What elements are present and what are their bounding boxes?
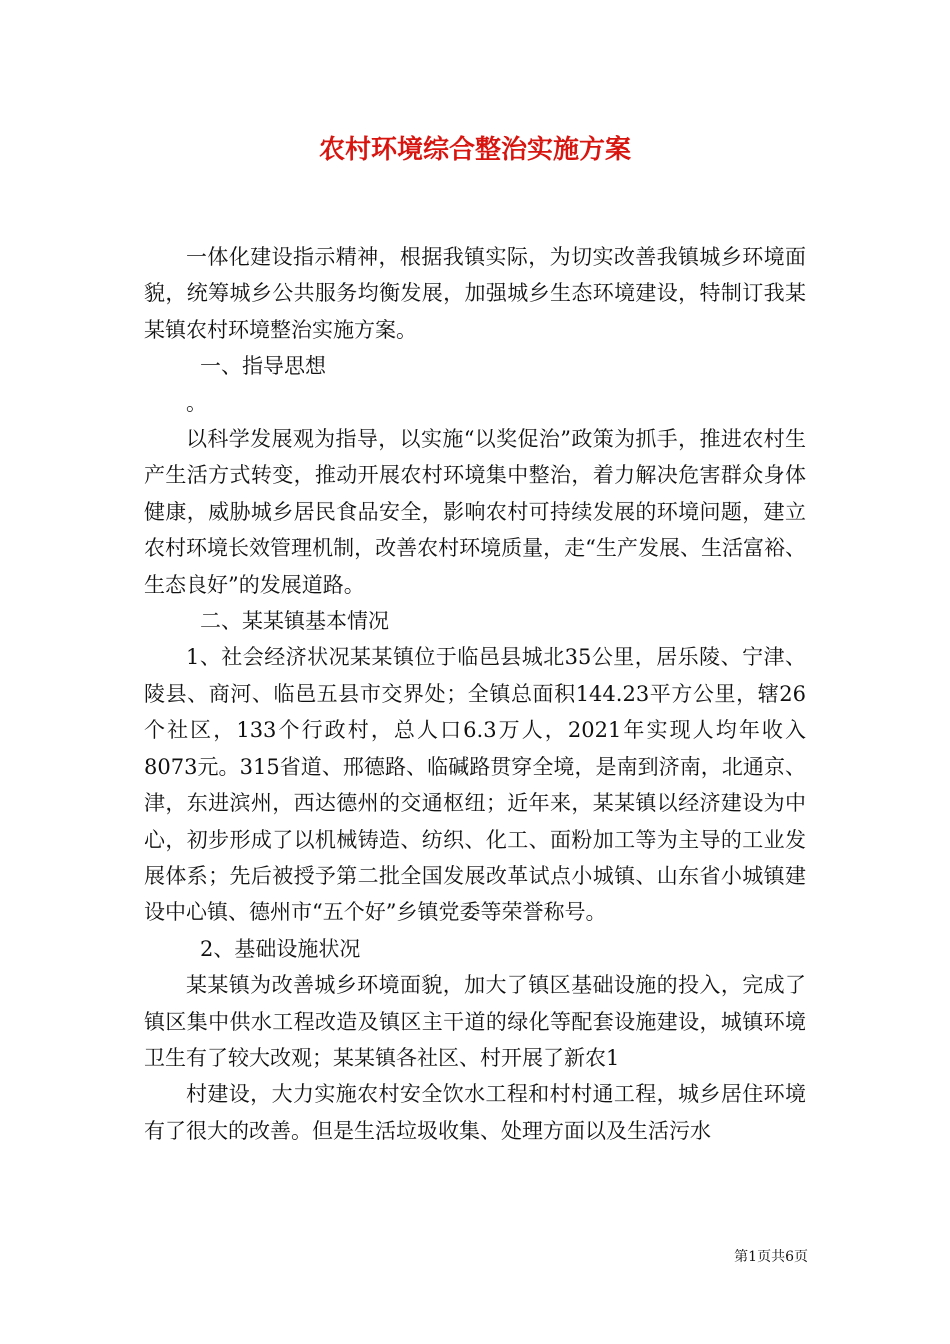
- paragraph: 村建设，大力实施农村安全饮水工程和村村通工程，城乡居住环境有了很大的改善。但是生活垃圾收集、处理方面以及生活污水: [144, 1082, 806, 1143]
- subsection-heading: 2、基础设施状况: [200, 936, 361, 961]
- page-number: 第1页共6页: [734, 1249, 808, 1265]
- paragraph: 以科学发展观为指导，以实施“以奖促治”政策为抓手，推进农村生产生活方式转变，推动开展农村环境集中整治，着力解决危害群众身体健康，威胁城乡居民食品安全，影响农村可持续发展的环境问题，建立农村环境长效管理机制，改善农村环境质量，走“生产发展、生活富裕、生态良好”的发展道路。: [144, 427, 806, 597]
- section-heading: 二、某某镇基本情况: [200, 609, 389, 634]
- document-title: 农村环境综合整治实施方案: [318, 135, 631, 165]
- document-body: [144, 239, 806, 1149]
- paragraph: 。: [186, 390, 207, 415]
- section-heading: 一、指导思想: [200, 354, 326, 379]
- paragraph: 一体化建设指示精神，根据我镇实际，为切实改善我镇城乡环境面貌，统筹城乡公共服务均衡发展，加强城乡生态环境建设，特制订我某某镇农村环境整治实施方案。: [144, 245, 806, 342]
- paragraph: 1、社会经济状况某某镇位于临邑县城北35公里，居乐陵、宁津、陵县、商河、临邑五县市交界处；全镇总面积144.23平方公里，辖26个社区，133个行政村，总人口6.3万人，2021年实现人均年收入8073元。315省道、邢德路、临碱路贯穿全境，是南到济南，北通京、津，东进滨州，西达德州的交通枢纽；近年来，某某镇以经济建设为中心，初步形成了以机械铸造、纺织、化工、面粉加工等为主导的工业发展体系；先后被授予第二批全国发展改革试点小城镇、山东省小城镇建设中心镇、德州市“五个好”乡镇党委等荣誉称号。: [144, 645, 806, 925]
- paragraph: 某某镇为改善城乡环境面貌，加大了镇区基础设施的投入，完成了镇区集中供水工程改造及镇区主干道的绿化等配套设施建设，城镇环境卫生有了较大改观；某某镇各社区、村开展了新农1: [144, 973, 806, 1070]
